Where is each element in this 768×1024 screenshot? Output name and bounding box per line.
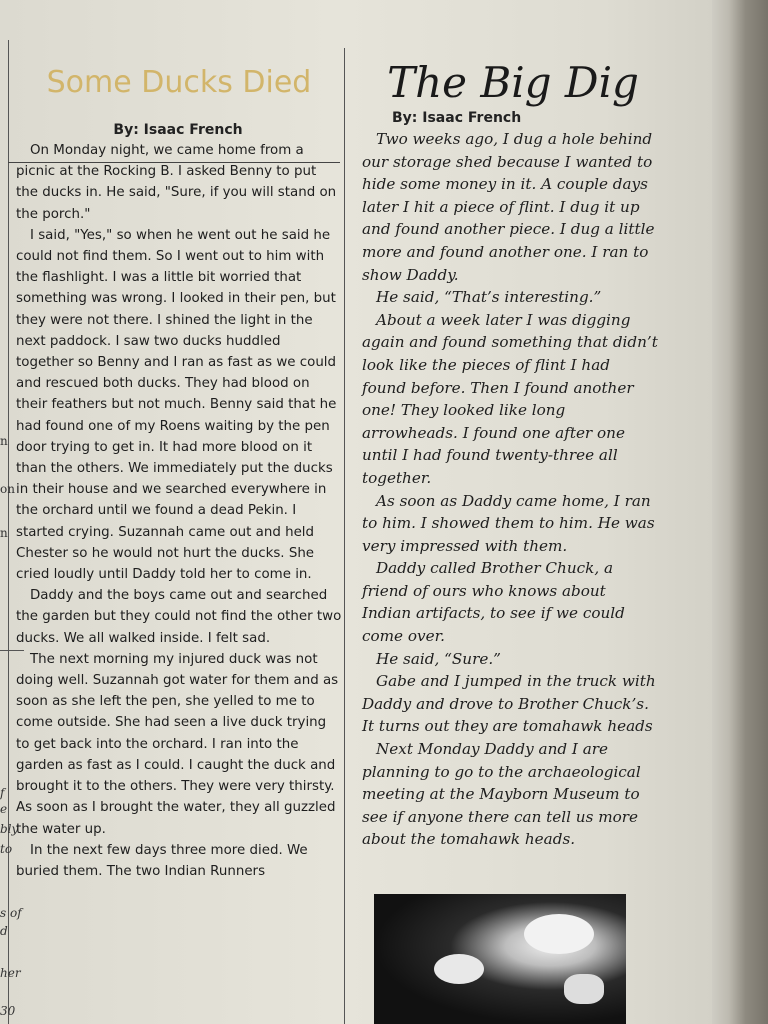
page-edge-shadow (712, 0, 768, 1024)
dog-photo (374, 894, 626, 1024)
paragraph: He said, “That’s interesting.” (376, 288, 602, 307)
column-rule-left (8, 40, 9, 1024)
margin-fragment: her (0, 966, 21, 980)
paragraph: The next morning my injured duck was not doing well. Suzannah got water for them and as soon as she left the pen, she yelled to me to come outside. She had seen a live duck trying to get back into the orchard. I ran into the garden as fast as I could. I caught the duck and brought it to the others. They were very thirsty. As soon as I brought the water, they all guzzled the water up. (16, 651, 339, 837)
right-story (362, 56, 658, 851)
paragraph: About a week later I was digging again and found something that didn’t look like the pieces of flint I had found before. Then I found another one! They looked like long arrowheads. I found one after one until I had found twenty-three all together. (362, 310, 658, 487)
margin-fragment: n (0, 526, 8, 540)
paragraph: Gabe and I jumped in the truck with Daddy and drove to Brother Chuck’s. It turns out they are tomahawk heads (362, 672, 656, 736)
margin-fragment: 30 (0, 1004, 16, 1018)
margin-fragment: d (0, 924, 8, 938)
paragraph: Next Monday Daddy and I are planning to go to the archaeological meeting at the Mayborn Museum to see if anyone there can tell us more about the tomahawk heads. (362, 740, 641, 849)
right-story-body (362, 128, 658, 851)
photo-highlight (434, 954, 484, 984)
paragraph: In the next few days three more died. We buried them. The two Indian Runners (16, 842, 308, 879)
left-story-title: Some Ducks Died (46, 65, 312, 100)
paragraph: Two weeks ago, I dug a hole behind our storage shed because I wanted to hide some money in it. A couple days later I hit a piece of flint. I dug it up and found another piece. I dug a little more and found another one. I ran to show Daddy. (362, 130, 655, 284)
right-story-byline: By: Isaac French (392, 110, 522, 126)
paragraph: On Monday night, we came home from a picnic at the Rocking B. I asked Benny to put the ducks in. He said, "Sure, if you will stand on the porch." (16, 143, 337, 222)
left-story-byline: By: Isaac French (113, 122, 243, 138)
paragraph: As soon as Daddy came home, I ran to him. I showed them to him. He was very impressed with them. (362, 491, 655, 555)
margin-fragment: to (0, 842, 13, 856)
margin-fragment: bly (0, 822, 19, 836)
margin-fragment: f (0, 786, 5, 800)
right-story-title: The Big Dig (387, 58, 639, 107)
left-story-body (16, 140, 342, 882)
margin-fragment: on (0, 482, 15, 496)
paragraph: Daddy called Brother Chuck, a friend of ours who knows about Indian artifacts, to see if we could come over. (362, 559, 625, 646)
paragraph: I said, "Yes," so when he went out he said he could not find them. So I went out to him with the flashlight. I was a little bit worried that something was wrong. I looked in their pen, but they were not there. I shined the light in the next paddock. I saw two ducks huddled together so Benny and I ran as fast as we could and rescued both ducks. They had blood on their feathers but not much. Benny said that he had found one of my Roens waiting by the pen door trying to get in. It had more blood on it than the others. We immediately put the ducks in their house and we searched everywhere in the orchard until we found a dead Pekin. I started crying. Suzannah came out and held Chester so he would not hurt the ducks. She cried loudly until Daddy told her to come in. (16, 227, 337, 583)
column-rule-middle (344, 48, 345, 1024)
margin-fragment: e (0, 802, 8, 816)
left-story (16, 56, 342, 882)
photo-highlight (524, 914, 594, 954)
margin-fragment: s of (0, 906, 22, 920)
margin-fragment: n (0, 434, 8, 448)
paragraph: Daddy and the boys came out and searched the garden but they could not find the other two ducks. We all walked inside. I felt sad. (16, 588, 342, 646)
photo-highlight (564, 974, 604, 1004)
paragraph: He said, “Sure.” (376, 649, 501, 668)
